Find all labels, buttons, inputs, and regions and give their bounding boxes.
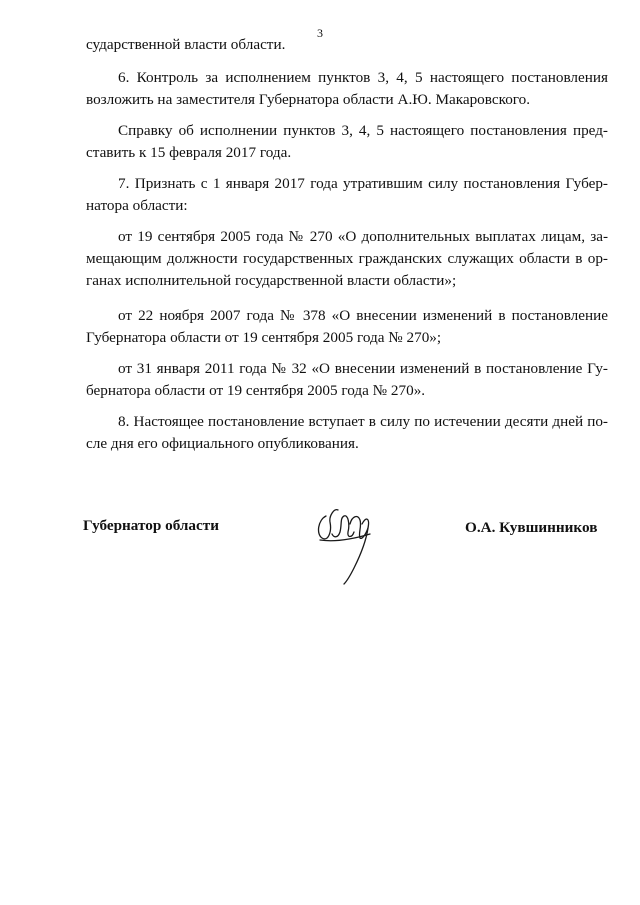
text-line: сударственной власти области. [86,36,286,53]
text-line: бернатора области от 19 сентября 2005 года № 270». [86,382,426,399]
text-line: мещающим должности государственных гражданских служащих области в ор- [86,250,608,267]
text-line: Губернатора области от 19 сентября 2005 года № 270»; [86,329,442,346]
text-line: натора области: [86,197,188,214]
text-line: сле дня его официального опубликования. [86,435,359,452]
paragraph-continuation [86,34,608,56]
text-line: 6. Контроль за исполнением пунктов 3, 4, 5 настоящего постановления [118,69,608,86]
text-line: от 31 января 2011 года № 32 «О внесении изменений в постановление Гу- [118,360,608,377]
paragraph-report [86,120,608,164]
text-line: 7. Признать с 1 января 2017 года утратившим силу постановления Губер- [118,175,608,192]
signatory-name: О.А. Кувшинников [465,519,598,536]
paragraph-item-8 [86,411,608,455]
paragraph-repeal-2 [86,305,608,349]
text-line: ганах исполнительной государственной власти области»; [86,272,457,289]
text-line: от 19 сентября 2005 года № 270 «О дополнительных выплатах лицам, за- [118,228,608,245]
text-line: ставить к 15 февраля 2017 года. [86,144,292,161]
text-line: 8. Настоящее постановление вступает в силу по истечении десяти дней по- [118,413,608,430]
paragraph-item-6 [86,67,608,111]
paragraph-repeal-3 [86,358,608,402]
paragraph-item-7 [86,173,608,217]
paragraph-repeal-1 [86,226,608,292]
text-line: от 22 ноября 2007 года № 378 «О внесении изменений в постановление [118,307,608,324]
page-number: 3 [317,26,323,40]
text-line: Справку об исполнении пунктов 3, 4, 5 настоящего постановления пред- [118,122,608,139]
text-line: возложить на заместителя Губернатора области А.Ю. Макаровского. [86,91,531,108]
signatory-title: Губернатор области [83,517,219,534]
handwritten-signature-icon [310,494,380,586]
